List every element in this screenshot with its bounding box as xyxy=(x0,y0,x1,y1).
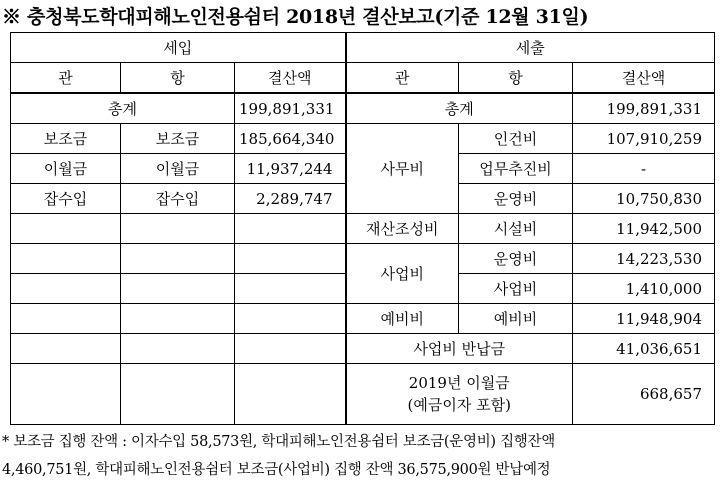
empty-cell xyxy=(121,274,235,304)
footnote-line2: 4,460,751원, 학대피해노인전용쉼터 보조금(사업비) 집행 잔액 36,575,900원 반납예정 xyxy=(2,462,551,478)
empty-cell xyxy=(235,304,346,334)
income-amount: 11,937,244 xyxy=(235,154,346,184)
section-header-row xyxy=(11,33,715,63)
expense-hang: 시설비 xyxy=(459,214,573,244)
total-row xyxy=(11,93,715,124)
empty-cell xyxy=(11,214,121,244)
income-amount: 185,664,340 xyxy=(235,124,346,154)
empty-cell xyxy=(235,214,346,244)
expense-gwan-project: 사업비 xyxy=(346,244,459,304)
column-header-row xyxy=(11,63,715,94)
expense-amount: 10,750,830 xyxy=(573,184,715,214)
expense-gwan-office: 사무비 xyxy=(346,124,459,214)
footnote-line1: * 보조금 집행 잔액 : 이자수입 58,573원, 학대피해노인전용쉼터 보조금(운영비) 집행잔액 xyxy=(2,434,555,450)
income-gwan: 잡수입 xyxy=(11,184,121,214)
empty-cell xyxy=(235,364,346,425)
income-total-amount: 199,891,331 xyxy=(235,93,346,124)
empty-cell xyxy=(121,304,235,334)
empty-cell xyxy=(11,304,121,334)
table-row xyxy=(11,214,715,244)
expense-gwan-reserve: 예비비 xyxy=(346,304,459,334)
expense-amount: 11,942,500 xyxy=(573,214,715,244)
report-title: ※ 충청북도학대피해노인전용쉼터 2018년 결산보고(기준 12월 31일) xyxy=(2,6,589,28)
empty-cell xyxy=(235,274,346,304)
refund-label: 사업비 반납금 xyxy=(346,334,573,364)
table-row xyxy=(11,364,715,425)
empty-cell xyxy=(11,334,121,364)
income-col-gwan: 관 xyxy=(11,63,121,94)
income-amount: 2,289,747 xyxy=(235,184,346,214)
expense-amount: 107,910,259 xyxy=(573,124,715,154)
expense-header: 세출 xyxy=(346,33,715,63)
income-col-amount: 결산액 xyxy=(235,63,346,94)
income-total-label: 총계 xyxy=(11,93,235,124)
empty-cell xyxy=(11,364,121,425)
income-hang: 잡수입 xyxy=(121,184,235,214)
expense-amount: 14,223,530 xyxy=(573,244,715,274)
table-row xyxy=(11,244,715,274)
income-header: 세입 xyxy=(11,33,346,63)
empty-cell xyxy=(235,244,346,274)
settlement-table xyxy=(10,32,715,425)
expense-total-label: 총계 xyxy=(346,93,573,124)
table-row xyxy=(11,304,715,334)
empty-cell xyxy=(121,334,235,364)
income-col-hang: 항 xyxy=(121,63,235,94)
table-row xyxy=(11,334,715,364)
empty-cell xyxy=(11,274,121,304)
expense-hang: 인건비 xyxy=(459,124,573,154)
carryover-label-line2: (예금이자 포함) xyxy=(407,396,511,414)
income-hang: 보조금 xyxy=(121,124,235,154)
expense-amount: 운영비 xyxy=(459,184,573,214)
carryover-label-line1: 2019년 이월금 xyxy=(408,374,510,392)
expense-total-amount: 199,891,331 xyxy=(573,93,715,124)
income-gwan: 보조금 xyxy=(11,124,121,154)
empty-cell xyxy=(121,244,235,274)
empty-cell xyxy=(121,214,235,244)
expense-amount: 11,948,904 xyxy=(573,304,715,334)
carryover-label xyxy=(346,364,573,425)
expense-gwan-property: 재산조성비 xyxy=(346,214,459,244)
table-row xyxy=(11,124,715,154)
expense-hang: 사업비 xyxy=(459,274,573,304)
expense-hang: 업무추진비 xyxy=(459,154,573,184)
footnote xyxy=(2,428,720,484)
income-gwan: 이월금 xyxy=(11,154,121,184)
refund-amount: 41,036,651 xyxy=(573,334,715,364)
expense-col-hang: 항 xyxy=(459,63,573,94)
empty-cell xyxy=(11,244,121,274)
expense-hang: 운영비 xyxy=(459,244,573,274)
expense-amount: 1,410,000 xyxy=(573,274,715,304)
income-hang: 이월금 xyxy=(121,154,235,184)
expense-col-gwan: 관 xyxy=(346,63,459,94)
carryover-amount: 668,657 xyxy=(573,364,715,425)
empty-cell xyxy=(121,364,235,425)
expense-col-amount: 결산액 xyxy=(573,63,715,94)
empty-cell xyxy=(235,334,346,364)
expense-hang: 예비비 xyxy=(459,304,573,334)
expense-amount: - xyxy=(573,154,715,184)
